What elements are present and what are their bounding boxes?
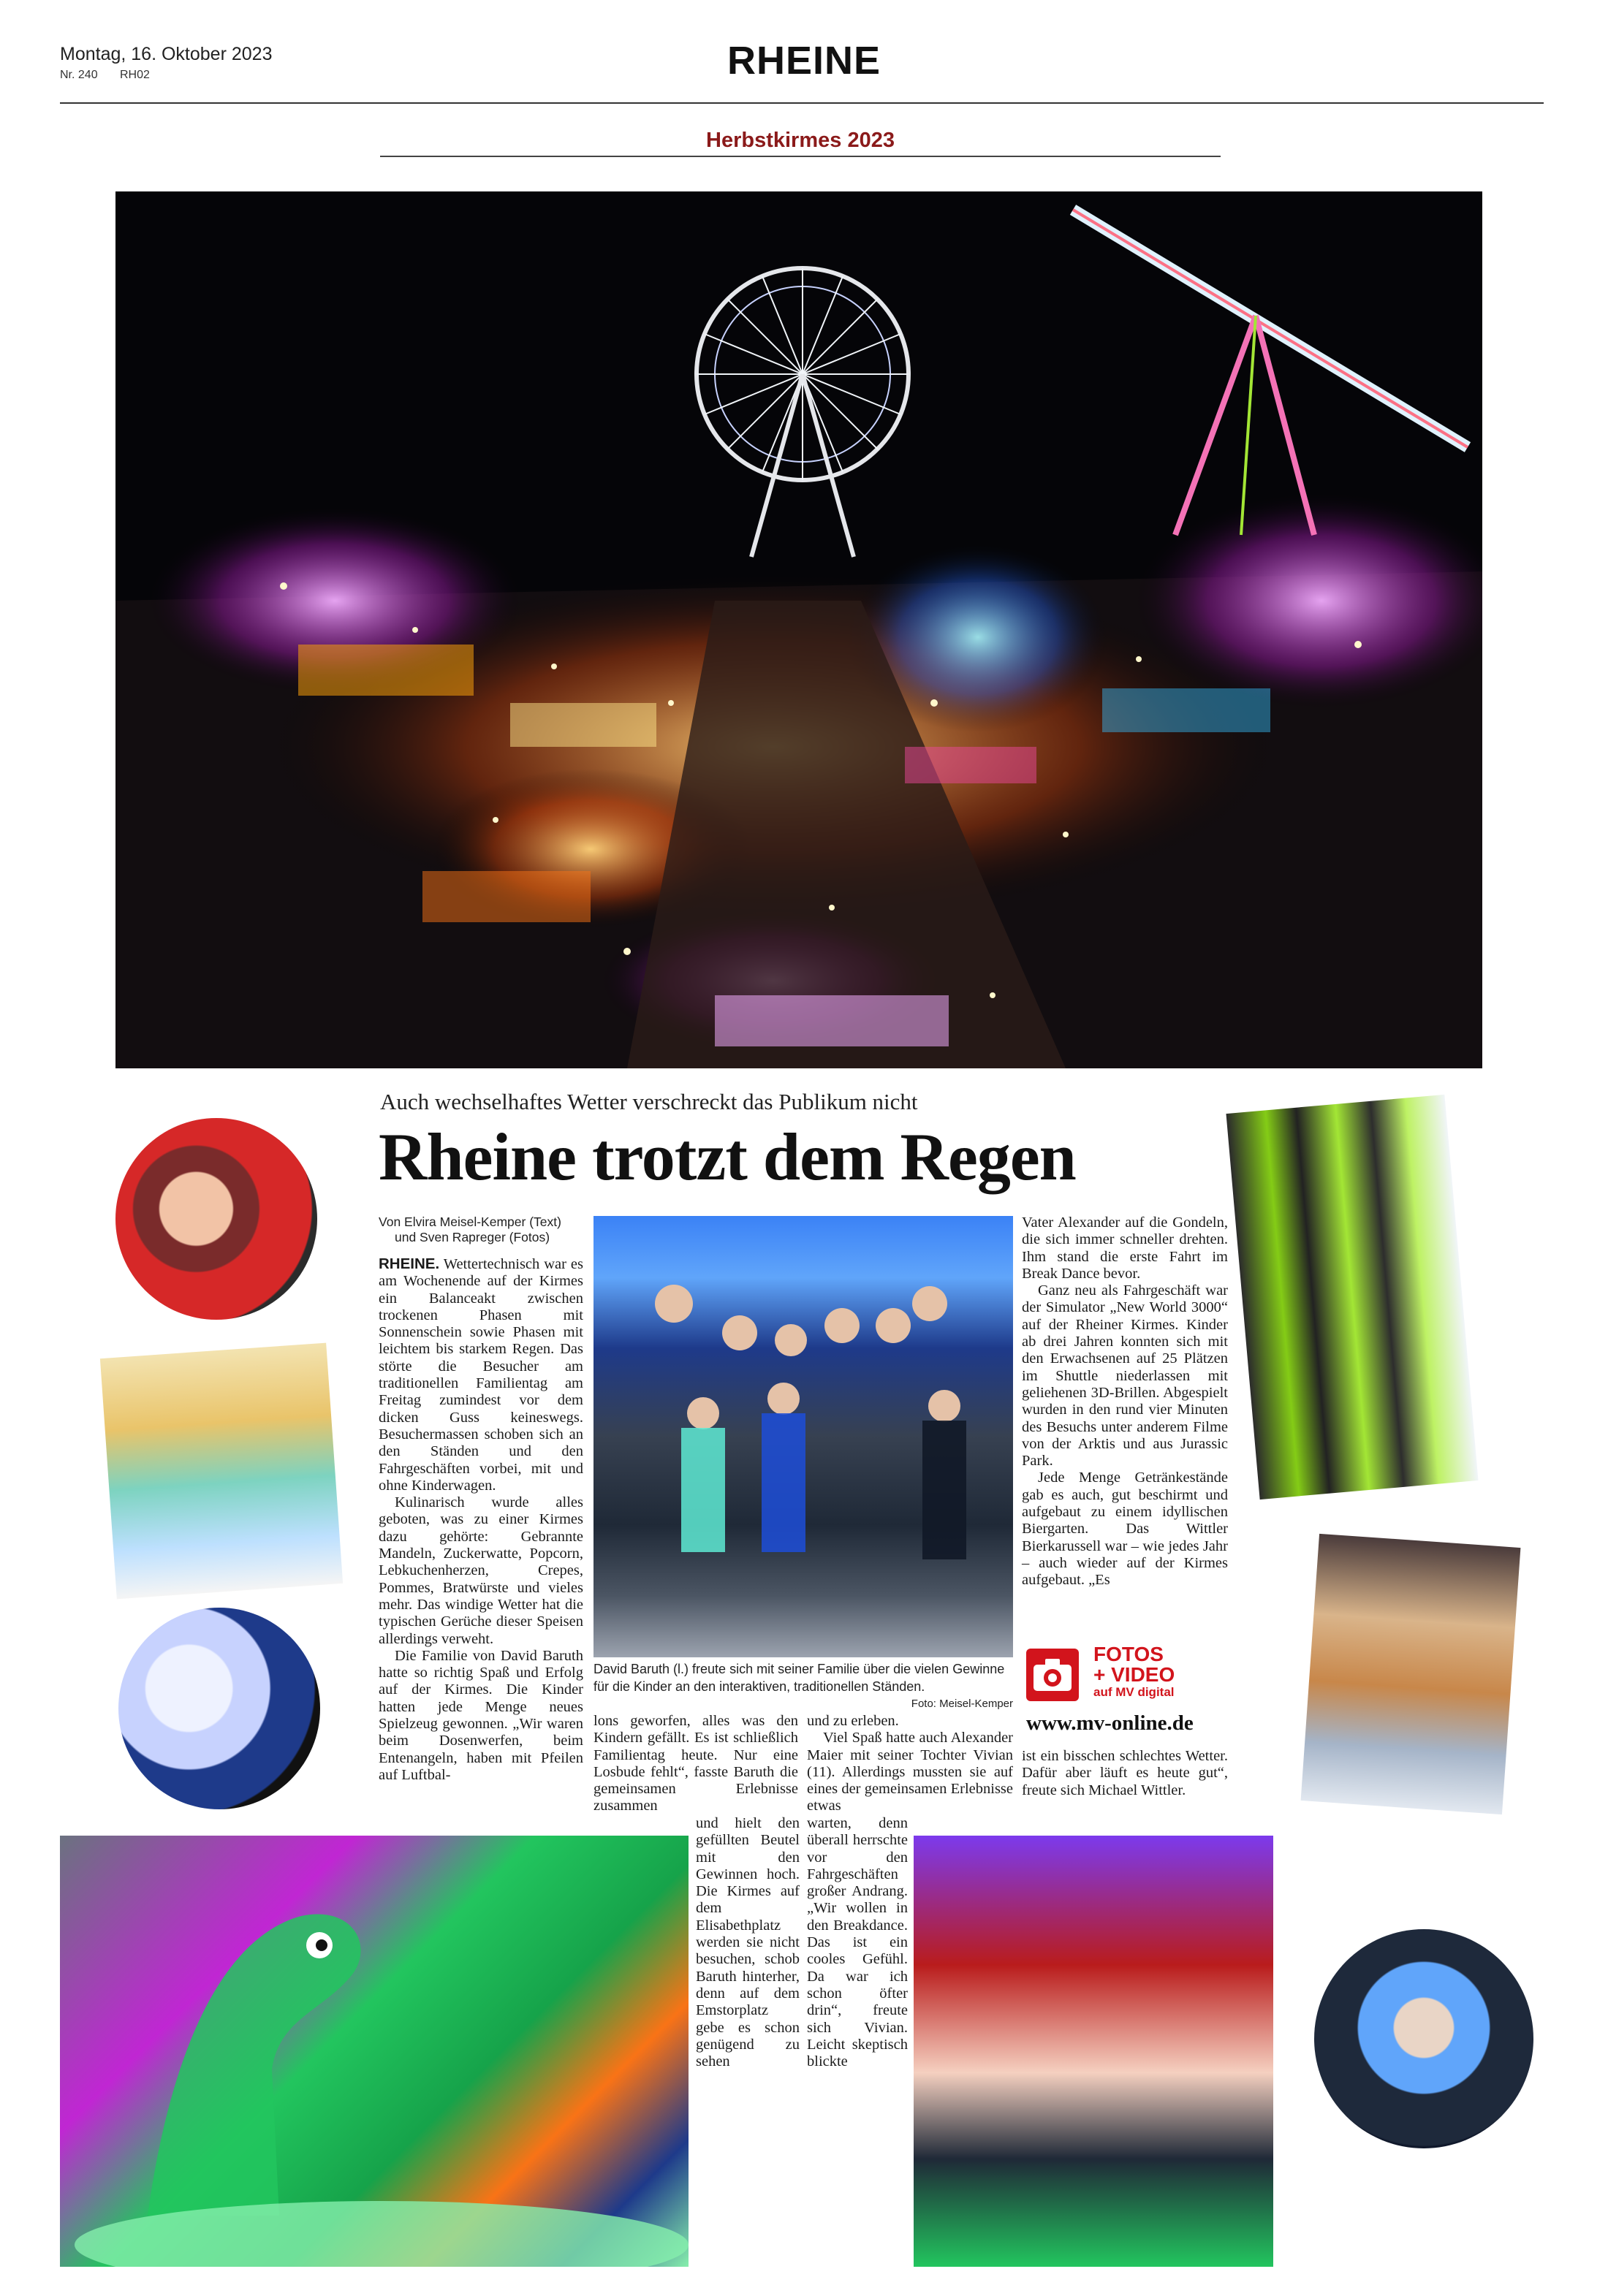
col4-text-d: ist ein bisschen schlechtes Wetter. Dafür aber läuft es heute gut“, freute sich Michael Wittler. [1022, 1748, 1228, 1798]
article-headline: Rheine trotzt dem Regen [379, 1120, 1076, 1194]
fairground-illustration [115, 191, 1482, 1068]
promo-box-mv-digital[interactable] [1026, 1644, 1225, 1738]
camera-icon [1026, 1649, 1079, 1701]
paragraph-2: Kulinarisch wurde alles geboten, was zu einer Kirmes dazu gehörte: Gebrannte Mandeln, Zuckerwatte, Popcorn, Lebkuchenherzen, Crepes, Pommes, Bratwürste und vieles mehr. Das windige Wetter hat die typischen Gerüche dieser Speisen allerdings verweht. [379, 1494, 583, 1647]
family-illustration [593, 1216, 1013, 1657]
photo-caption [593, 1660, 1013, 1713]
edition-code: RH02 [120, 69, 150, 81]
col2-text-a: lons geworfen, alles was den Kindern gefällt. Es ist schließlich Familientag heute. Nur eine Losbude fehlt“, fasste Baruth die gemeinsamen Erlebnisse zusammen [593, 1713, 798, 1814]
dino-illustration [60, 1836, 689, 2267]
article-column-4 [1022, 1214, 1228, 1589]
article-column-2b [696, 1815, 800, 2070]
photo-ride-riders [1226, 1095, 1478, 1499]
byline-photographer: und Sven Rapreger (Fotos) [395, 1230, 550, 1244]
col3-text-a: und zu erleben. [807, 1713, 899, 1729]
photo-credit: Foto: Meisel-Kemper [911, 1698, 1013, 1710]
article-column-1 [379, 1214, 583, 1784]
col4-text-b: Ganz neu als Fahrgeschäft war der Simulator „New World 3000“ auf der Rheiner Kirmes. Kinder ab drei Jahren konnten sich mit den Erwachsenen auf 25 Plätzen im Shuttle niederlassen mit geliehenen 3D-Brillen. Abgespielt wurden in den rund vier Minuten des Besuchs unter anderem Filme von der Arktis und aus Jurassic Park. [1022, 1282, 1228, 1470]
issue-number: Nr. 240 [60, 69, 98, 81]
paragraph-1: Wettertechnisch war es am Wochenende auf der Kirmes ein Balanceakt zwischen trockenen Phasen mit Sonnenschein sowie Phasen mit leichtem bis starkem Regen. Das störte die Besucher am traditionellen Familientag am Freitag zumindest vor dem dicken Guss keineswegs. Besuchermassen schoben sich an den Ständen und den Fahrgeschäften vorbei, mit und ohne Kinderwagen. [379, 1256, 583, 1494]
kicker-rule [380, 156, 1221, 157]
caption-text: David Baruth (l.) freute sich mit seiner Familie über die vielen Gewinne für die Kinder an den interaktiven, traditionellen Ständen. [593, 1662, 1005, 1694]
promo-url-link[interactable]: www.mv-online.de [1026, 1711, 1194, 1735]
photo-girls-on-ride [1314, 1929, 1533, 2148]
photo-child-cotton-candy [118, 1608, 320, 1809]
photo-baruth-family [593, 1216, 1013, 1657]
photo-breakdance-riders [914, 1836, 1273, 2267]
photo-child-on-ride [115, 1118, 317, 1320]
col2-text-b: und hielt den gefüllten Beutel mit den Gewinnen hoch. Die Kirmes auf dem Elisabethplatz werden sie nicht besuchen, schob Baruth hinterher, denn auf dem Emstorplatz gebe es schon genügend zu sehen [696, 1815, 800, 2070]
topic-kicker: Herbstkirmes 2023 [706, 129, 895, 152]
main-photo-fairground [115, 191, 1482, 1068]
promo-line-2: + VIDEO [1093, 1663, 1175, 1686]
section-title: RHEINE [727, 39, 881, 83]
article-column-4b [1022, 1748, 1228, 1799]
issue-date: Montag, 16. Oktober 2023 [60, 44, 273, 64]
paragraph-3: Die Familie von David Baruth hatte so richtig Spaß und Erfolg auf der Kirmes. Die Kinder hatten jede Menge neues Spielzeug gewonnen. „Wir waren beim Dosenwerfen, beim Entenangeln, haben mit Pfeilen auf Luftbal- [379, 1647, 583, 1783]
article-column-3b [807, 1815, 908, 2070]
article-column-3 [807, 1713, 1013, 1815]
photo-dino-ride-family [60, 1836, 689, 2267]
col3-text-c: warten, denn überall herrschte vor den Fahrgeschäften großer Andrang. „Wir wollen in den Breakdance. Das ist ein cooles Gefühl. Da war ich schon öfter drin“, freute sich Vivian. Leicht skeptisch blickte [807, 1815, 908, 2070]
col4-text-c: Jede Menge Getränkestände gab es auch, gut beschirmt und aufgebaut zu einem idyllischen Biergarten. Das Wittler Bierkarussell war – wie jedes Jahr – auch wieder auf der Kirmes aufgebaut. „Es [1022, 1470, 1228, 1589]
photo-vendor-stall [100, 1343, 343, 1600]
header-rule [60, 102, 1544, 104]
article-subhead: Auch wechselhaftes Wetter verschreckt das Publikum nicht [380, 1089, 918, 1114]
promo-line-1: FOTOS [1093, 1643, 1164, 1665]
photo-woman-potato-spiral [1301, 1534, 1521, 1814]
promo-title [1093, 1644, 1175, 1685]
dateline: RHEINE. [379, 1255, 440, 1272]
col4-text-a: Vater Alexander auf die Gondeln, die sich immer schneller drehten. Ihm stand die erste Fahrt im Break Dance bevor. [1022, 1214, 1228, 1282]
promo-line-3: auf MV digital [1093, 1685, 1175, 1699]
byline-author: Von Elvira Meisel-Kemper (Text) [379, 1214, 561, 1229]
col3-text-b: Viel Spaß hatte auch Alexander Maier mit seiner Tochter Vivian (11). Allerdings mussten sie auf eines der gemeinsamen Erlebnisse etwas [807, 1730, 1013, 1814]
article-column-2 [593, 1713, 798, 1815]
